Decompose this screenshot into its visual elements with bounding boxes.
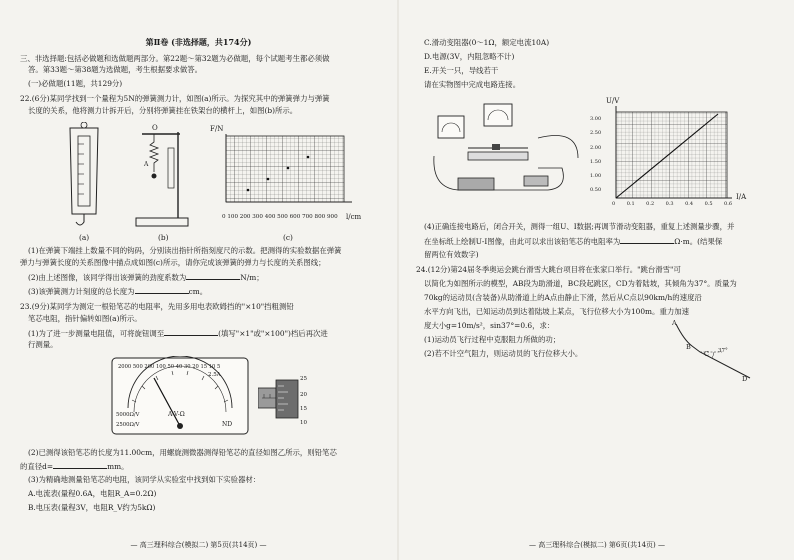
axis-label-current: I/A xyxy=(736,193,747,201)
q24-line-2: 以简化为如图所示的模型，AB段为助滑道，BC段起跳区，CD为着陆坡，其倾角为37°。质量为 xyxy=(424,279,737,288)
q23-part-4-line-1: (4)正确连接电路后，闭合开关，测得一组U、I数据;再调节滑动变阻器，重复上述测量步骤，并 xyxy=(424,222,735,231)
caption-figure-a: (a) xyxy=(79,233,90,242)
axis-label-voltage: U/V xyxy=(606,97,620,105)
graph-y-tick-list: 3.00 2.50 2.00 1.50 1.00 0.50 xyxy=(590,116,602,194)
caption-figure-c: (c) xyxy=(283,233,293,242)
axis-label-force: F/N xyxy=(210,125,224,133)
circuit-task: 请在实物图中完成电路连接。 xyxy=(424,80,521,89)
left-page-footer: — 高三理科综合(模拟二) 第5页(共14页) — xyxy=(130,541,267,549)
part-two-header: 第Ⅱ卷 (非选择题，共174分) xyxy=(145,37,252,47)
figure-micrometer xyxy=(258,372,316,426)
figure-ui-graph xyxy=(614,106,734,202)
q23-line-1: 23.(9分)某同学为测定一根铅笔芯的电阻率，先用多用电表欧姆挡的"×10"挡粗测铅 xyxy=(20,302,294,311)
meter-nd-label: ND xyxy=(222,421,233,428)
figure-spring-scale xyxy=(60,122,108,230)
equipment-d: D.电源(3V，内阻忽略不计) xyxy=(424,52,515,61)
meter-current-mark: 2.5A xyxy=(208,372,221,378)
q23-line-2: 笔芯电阻，指针偏转如图(a)所示。 xyxy=(28,314,142,323)
required-section-title: (一)必做题(11题，共129分) xyxy=(28,79,123,88)
equipment-b: B.电压表(量程3V，电阻R_V约为5kΩ) xyxy=(28,503,156,512)
micrometer-mark-20: 20 xyxy=(300,392,307,398)
blank-diameter[interactable] xyxy=(53,461,107,469)
instructions-line-1: 三、非选择题:包括必做题和选做题两部分。第22题～第32题为必做题，每个试题考生都必须做 xyxy=(20,54,330,63)
micrometer-mark-15: 15 xyxy=(300,406,307,412)
blank-total-length[interactable] xyxy=(135,286,189,294)
q23-part-1: (1)为了进一步测量电阻值，可将旋钮调至 (填写"×1"或"×100")档后再次进 xyxy=(28,329,328,338)
q22-line-1: 22.(6分)某同学找到一个量程为5N的弹簧测力计，如图(a)所示。为探究其中的弹簧弹力与弹簧 xyxy=(20,94,330,103)
meter-sensitivity-5000: 5000Ω/V xyxy=(116,412,140,418)
point-b-label: B xyxy=(686,343,691,351)
blank-spring-constant[interactable] xyxy=(186,272,240,280)
q24-line-5: 度大小g=10m/s²，sin37°=0.6，求： xyxy=(424,321,555,330)
point-c-label: C xyxy=(704,350,709,358)
q24-sub-2: (2)若不计空气阻力，则运动员的飞行位移大小。 xyxy=(424,349,583,358)
blank-resistivity[interactable] xyxy=(620,236,674,244)
equipment-c: C.滑动变阻器(0～1Ω，额定电流10A) xyxy=(424,38,550,47)
point-d-label: D xyxy=(742,375,748,383)
q24-sub-1: (1)运动员飞行过程中克服阻力所做的功； xyxy=(424,335,561,344)
page-divider xyxy=(397,0,399,560)
svg-text:O: O xyxy=(152,124,158,132)
micrometer-mark-10: 10 xyxy=(300,420,307,426)
equipment-e: E.开关一只，导线若干 xyxy=(424,66,499,75)
graph-x-ticks: 0 100 200 300 400 500 600 700 800 900 xyxy=(222,214,338,220)
q22-part-1-cont: 弹力与弹簧长度的关系图像中描点成如图(c)所示，请你完成该弹簧的弹力与长度的关系图线； xyxy=(20,258,326,267)
meter-sensitivity-2500: 2500Ω/V xyxy=(116,422,140,428)
right-page xyxy=(400,0,794,560)
figure-iron-stand xyxy=(132,122,192,230)
q24-line-4: 水平方向飞出，已知运动员到达着陆坡上某点，飞行位移大小为100m。重力加速 xyxy=(424,307,690,316)
figure-force-length-graph xyxy=(218,134,356,210)
point-a-label: A xyxy=(672,319,677,327)
caption-figure-b: (b) xyxy=(158,233,169,242)
equipment-a: A.电流表(量程0.6A，电阻R_A=0.2Ω) xyxy=(28,489,157,498)
figure-circuit-apparatus xyxy=(428,98,588,202)
q22-part-1: (1)在弹簧下端挂上数量不同的钩码，分别读出指针所指刻度尺的示数。把测得的实验数据在弹簧 xyxy=(28,246,342,255)
meter-av-label: A-V-Ω xyxy=(168,411,185,418)
q23-part-1-cont: 行测量。 xyxy=(28,340,58,349)
q23-part-2: (2)已测得该铅笔芯的长度为11.00cm，用螺旋测微器测得铅笔芯的直径如图乙所示，则铅笔芯 xyxy=(28,448,337,457)
q23-part-2-cont: 的直径d= mm。 xyxy=(20,462,129,471)
graph-x-tick-list: 0 0.1 0.2 0.3 0.4 0.5 0.6 xyxy=(612,201,732,207)
q22-part-2: (2)由上述图像，该同学得出该弹簧的劲度系数为 N/m； xyxy=(28,273,264,282)
q23-part-4-line-3: 留两位有效数字) xyxy=(424,250,479,259)
slope-angle-label: 37° xyxy=(718,348,728,354)
q22-line-2: 长度的关系，他将测力计拆开后，分别将弹簧挂在铁架台的横杆上，如图(b)所示。 xyxy=(28,106,298,115)
svg-text:A: A xyxy=(144,161,149,168)
blank-range-selection[interactable] xyxy=(164,328,218,336)
q23-part-4-line-2: 在坐标纸上绘制U-I图像，由此可以求出该铅笔芯的电阻率为 Ω·m。(结果保 xyxy=(424,237,723,246)
q23-part-3: (3)为精确地测量铅笔芯的电阻，该同学从实验室中找到如下实验器材： xyxy=(28,475,261,484)
q22-part-3: (3)该弹簧测力计刻度的总长度为 cm。 xyxy=(28,287,208,296)
right-page-footer: — 高三理科综合(模拟二) 第6页(共14页) — xyxy=(529,541,665,549)
micrometer-mark-25: 25 xyxy=(300,376,307,382)
q24-line-1: 24.(12分)第24届冬季奥运会跳台滑雪大跳台项目将在张家口举行。"跳台滑雪"可 xyxy=(416,265,681,274)
meter-scale-text: 2000 500 200 100 50 40 30 20 15 10 5 xyxy=(118,364,221,370)
q24-line-3: 70kg的运动员(含装备)从助滑道上的A点由静止下滑，然后从C点以90km/h的速度沿 xyxy=(424,293,702,302)
instructions-line-2: 答。第33题～第38题为选做题，考生根据要求做答。 xyxy=(28,65,203,74)
axis-label-length: l/cm xyxy=(346,213,362,221)
